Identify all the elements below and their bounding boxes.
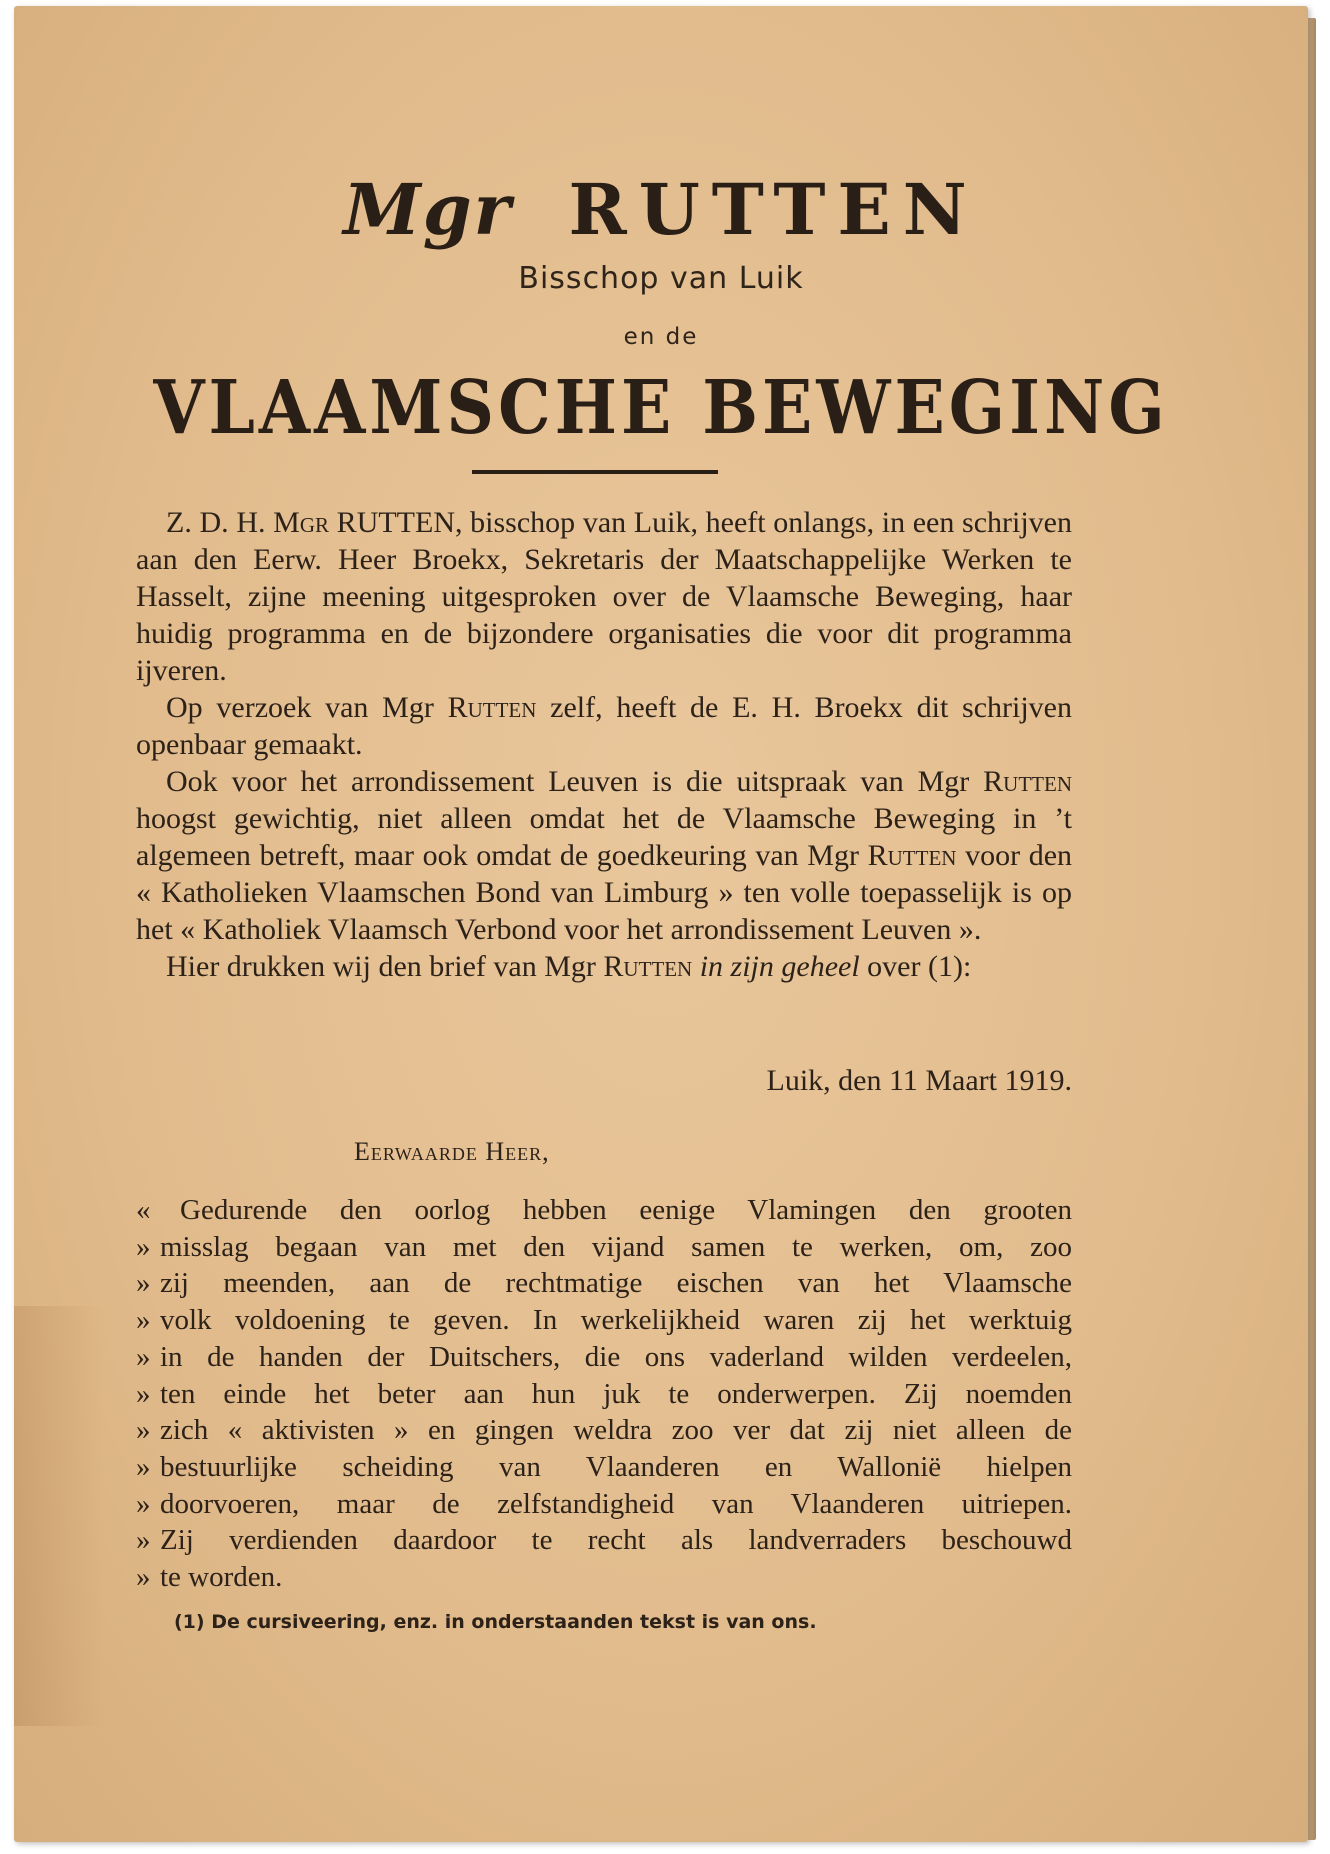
letter-date: Luik, den 11 Maart 1919. bbox=[766, 1064, 1072, 1097]
letter-line: » doorvoeren, maar de zelfstandigheid van Vlaanderen uitriepen. bbox=[136, 1487, 1072, 1520]
letter-line: » misslag begaan van met den vijand samen te werken, om, zoo bbox=[136, 1230, 1072, 1263]
document-subtitle: Bisschop van Luik bbox=[518, 261, 804, 296]
letter-line: « Gedurende den oorlog hebben eenige Vlamingen den grooten bbox=[136, 1194, 1072, 1226]
paragraph-2: Op verzoek van Mgr Rutten zelf, heeft de E. H. Broekx dit schrijven openbaar gemaakt. bbox=[136, 691, 1072, 761]
paragraph-1: Z. D. H. Mgr RUTTEN, bisschop van Luik, heeft onlangs, in een schrijven aan den Eerw. Heer Broekx, Sekretaris der Maatschappelijke Werken te Hasselt, zijne meening uitgesproken over de Vlaamsche Beweging, haar huidig programma en de bijzondere organisaties die voor dit programma ijveren. bbox=[136, 506, 1072, 687]
letter-line: » te worden. bbox=[136, 1561, 283, 1594]
letter-line: » ten einde het beter aan hun juk te onderwerpen. Zij noemden bbox=[136, 1377, 1072, 1410]
footnote: (1) De cursiveering, enz. in onderstaanden tekst is van ons. bbox=[174, 1611, 817, 1633]
document-heading: VLAAMSCHE BEWEGING bbox=[153, 363, 1169, 451]
paragraph-4: Hier drukken wij den brief van Mgr Rutten in zijn geheel over (1): bbox=[166, 950, 972, 983]
paragraph-3: Ook voor het arrondissement Leuven is die uitspraak van Mgr Rutten hoogst gewichtig, niet alleen omdat het de Vlaamsche Beweging in ’t algemeen betreft, maar ook omdat de goedkeuring van Mgr Rutten voor den « Katholieken Vlaamschen Bond van Limburg » ten volle toepasselijk is op het « Katholiek Vlaamsch Verbond voor het arrondissement Leuven ». bbox=[136, 765, 1073, 946]
title-divider bbox=[472, 470, 718, 474]
letter-quote bbox=[136, 1192, 1072, 1596]
letter-line: » zij meenden, aan de rechtmatige eischen van het Vlaamsche bbox=[136, 1267, 1072, 1300]
letter-line: » Zij verdienden daardoor te recht als landverraders beschouwd bbox=[136, 1524, 1072, 1557]
document-body bbox=[136, 504, 1072, 985]
letter-line: » in de handen der Duitschers, die ons vaderland wilden verdeelen, bbox=[136, 1340, 1072, 1373]
title-mgr: Mgr bbox=[343, 168, 513, 251]
letter-line: » volk voldoening te geven. In werkelijkheid waren zij het werktuig bbox=[136, 1304, 1072, 1337]
document-page bbox=[14, 6, 1308, 1842]
letter-line: » bestuurlijke scheiding van Vlaanderen en Wallonië hielpen bbox=[136, 1450, 1072, 1483]
document-title bbox=[14, 168, 1308, 251]
letter-salutation: Eerwaarde Heer, bbox=[354, 1137, 550, 1166]
letter-line: » zich « aktivisten » en gingen weldra zoo ver dat zij niet alleen de bbox=[136, 1414, 1072, 1447]
title-name: RUTTEN bbox=[568, 168, 979, 251]
document-connector: en de bbox=[623, 324, 699, 350]
